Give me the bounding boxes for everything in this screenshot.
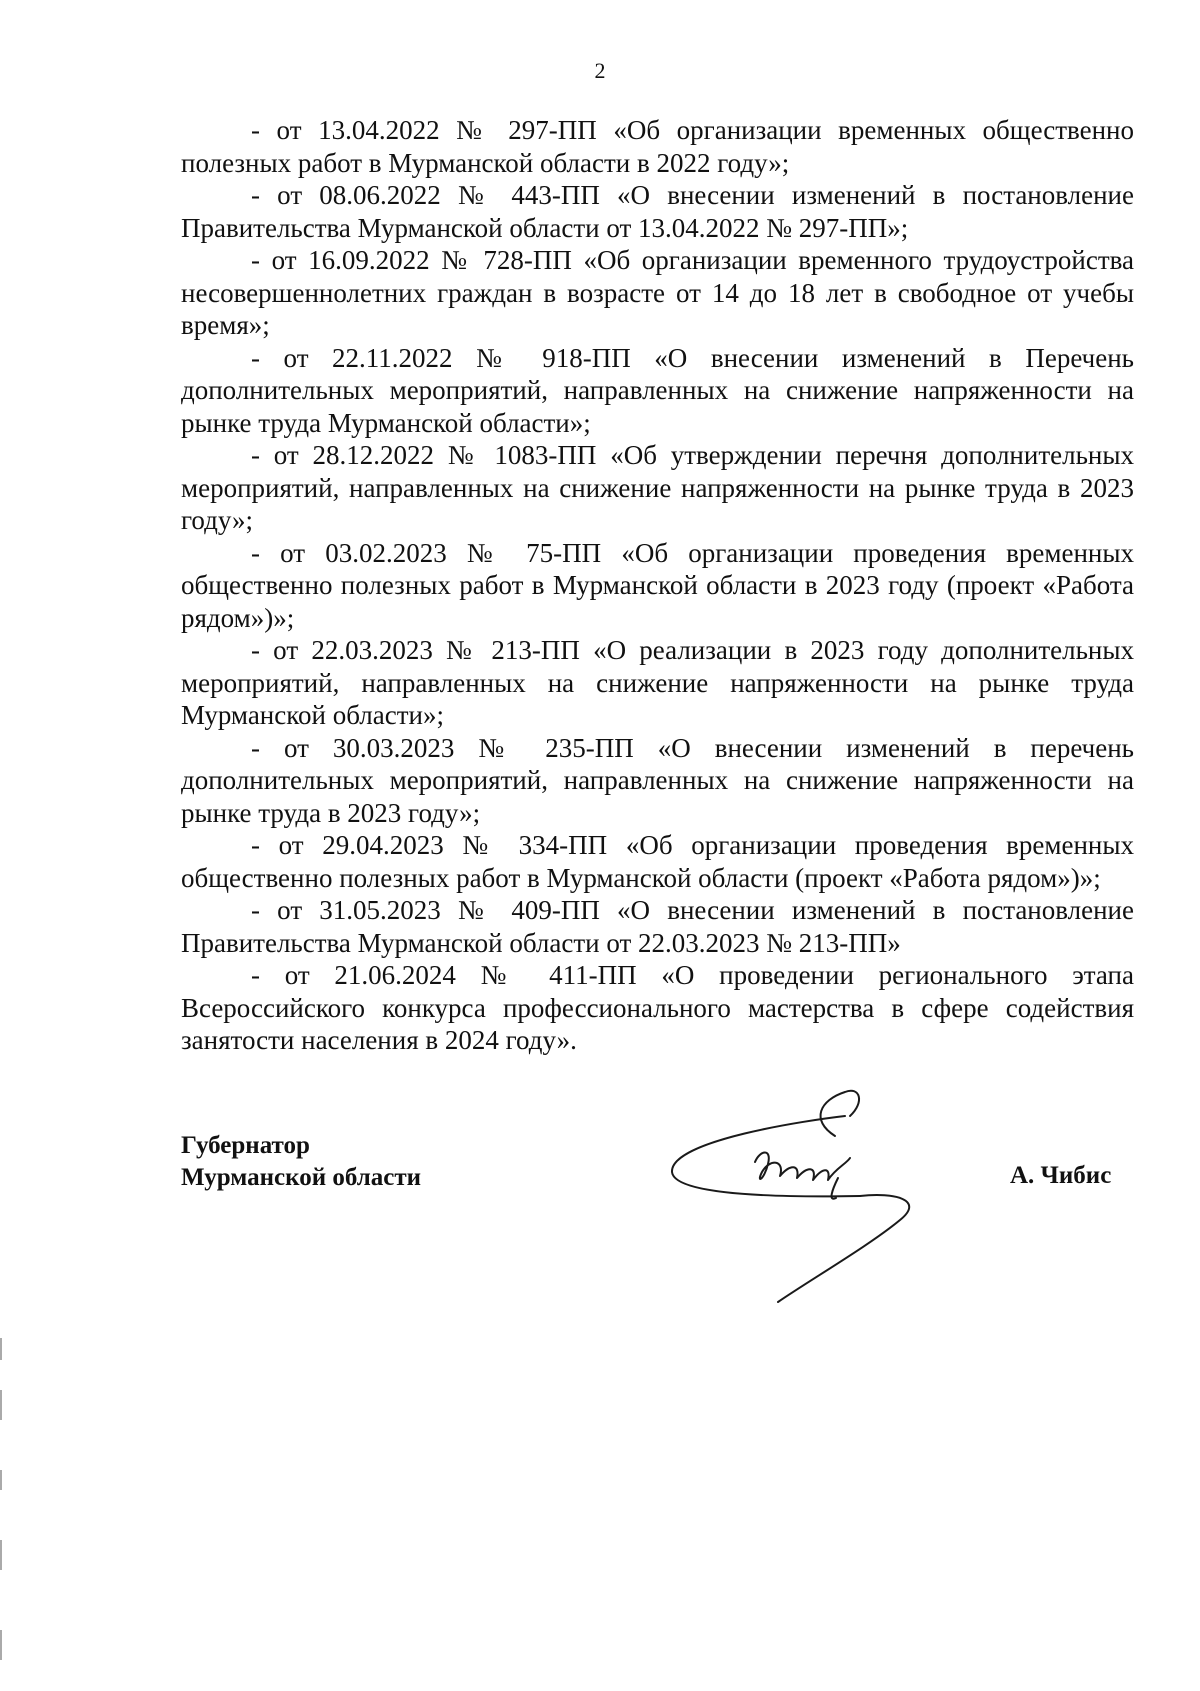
list-item: - от 21.06.2024 № 411-ПП «О проведении регионального этапа Всероссийского конкурса профессионального мастерства в сфере содействия занятости населения в 2024 году».: [181, 960, 1134, 1055]
signature-loop: [672, 1116, 860, 1196]
list-item: - от 28.12.2022 № 1083-ПП «Об утверждении перечня дополнительных мероприятий, направленных на снижение напряженности на рынке труда в 2023 году»;: [181, 440, 1134, 535]
signature-upper-curl: [821, 1091, 860, 1136]
signatory-region: Мурманской области: [181, 1164, 422, 1191]
signatory-title: [181, 1130, 421, 1194]
signature-letters: [755, 1153, 850, 1181]
list-item: - от 03.02.2023 № 75-ПП «Об организации проведения временных общественно полезных работ в Мурманской области в 2023 году (проект «Работа рядом»)»;: [181, 537, 1134, 633]
list-item: - от 30.03.2023 № 235-ПП «О внесении изменений в перечень дополнительных мероприятий, направленных на снижение напряженности на рынке труда в 2023 году»;: [181, 732, 1134, 828]
page-number: 2: [594, 58, 606, 83]
signatory-position: Губернатор: [181, 1132, 310, 1159]
list-item: - от 13.04.2022 № 297-ПП «Об организации временных общественно полезных работ в Мурманской области в 2022 году»;: [181, 115, 1134, 178]
list-item: - от 16.09.2022 № 728-ПП «Об организации временного трудоустройства несовершеннолетних граждан в возрасте от 14 до 18 лет в свободное от учебы время»;: [181, 245, 1134, 340]
handwritten-signature: [660, 1080, 960, 1320]
list-item: - от 22.11.2022 № 918-ПП «О внесении изменений в Перечень дополнительных мероприятий, направленных на снижение напряженности на рынке труда Мурманской области»;: [181, 342, 1134, 438]
list-item: - от 08.06.2022 № 443-ПП «О внесении изменений в постановление Правительства Мурманской области от 13.04.2022 № 297-ПП»;: [181, 180, 1134, 243]
signatory-name: А. Чибис: [1010, 1162, 1112, 1189]
list-item: - от 22.03.2023 № 213-ПП «О реализации в 2023 году дополнительных мероприятий, направленных на снижение напряженности на рынке труда Мурманской области»;: [181, 635, 1134, 730]
margin-scan-marks: [0, 1330, 4, 1691]
signature-tail: [778, 1195, 909, 1302]
resolutions-list: [181, 114, 1134, 1057]
list-item: - от 29.04.2023 № 334-ПП «Об организации проведения временных общественно полезных работ в Мурманской области (проект «Работа рядом»)»;: [181, 830, 1134, 893]
list-item: - от 31.05.2023 № 409-ПП «О внесении изменений в постановление Правительства Мурманской области от 22.03.2023 № 213-ПП»: [181, 895, 1134, 958]
